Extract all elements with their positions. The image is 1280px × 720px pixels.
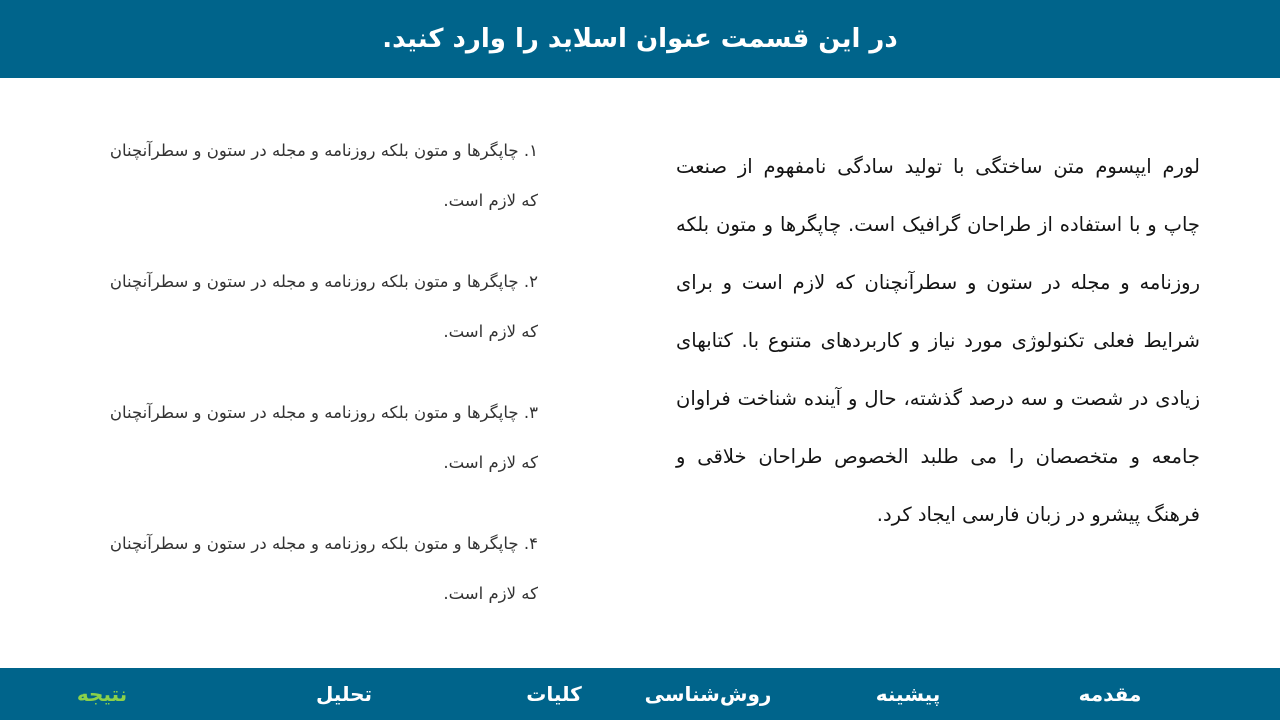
nav-item-analysis[interactable]: تحلیل bbox=[315, 682, 373, 706]
list-item: ۲. چاپگرها و متون بلکه روزنامه و مجله در ستون و سطرآنچنان که لازم است. bbox=[109, 272, 538, 341]
nav-item-conclusion[interactable]: نتیجه bbox=[76, 682, 128, 706]
list-item: ۴. چاپگرها و متون بلکه روزنامه و مجله در ستون و سطرآنچنان که لازم است. bbox=[109, 534, 538, 603]
nav-item-methodology[interactable]: روش‌شناسی bbox=[644, 682, 772, 706]
footer-nav bbox=[0, 668, 1280, 720]
slide-title: در این قسمت عنوان اسلاید را وارد کنید. bbox=[382, 24, 898, 54]
list-item: ۳. چاپگرها و متون بلکه روزنامه و مجله در ستون و سطرآنچنان که لازم است. bbox=[109, 403, 538, 472]
list-item: ۱. چاپگرها و متون بلکه روزنامه و مجله در ستون و سطرآنچنان که لازم است. bbox=[109, 141, 538, 210]
slide-header bbox=[0, 0, 1280, 78]
numbered-list bbox=[100, 126, 538, 650]
nav-item-introduction[interactable]: مقدمه bbox=[1078, 682, 1142, 706]
main-paragraph: لورم ایپسوم متن ساختگی با تولید سادگی نامفهوم از صنعت چاپ و با استفاده از طراحان گرافیک است. چاپگرها و متون بلکه روزنامه و مجله در ستون و سطرآنچنان که لازم است و برای شرایط فعلی تکنولوژی مورد نیاز و کاربردهای متنوع با. کتابهای زیادی در شصت و سه درصد گذشته، حال و آینده شناخت فراوان جامعه و متخصصان را می طلبد الخصوص طراحان خلاقی و فرهنگ پیشرو در زبان فارسی ایجاد کرد. bbox=[676, 155, 1200, 526]
nav-item-background[interactable]: پیشینه bbox=[875, 682, 941, 706]
nav-item-overview[interactable]: کلیات bbox=[526, 682, 582, 706]
